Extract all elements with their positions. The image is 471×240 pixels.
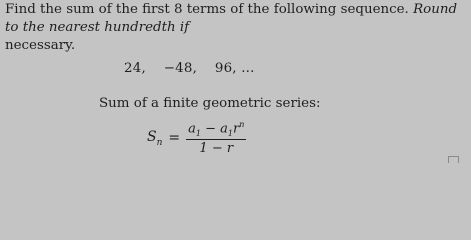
numerator-exponent: n — [239, 120, 245, 130]
problem-statement — [5, 1, 465, 55]
numerator-a1: a — [188, 121, 196, 137]
lhs-symbol: S — [147, 128, 157, 145]
formula-numerator — [186, 120, 246, 139]
rounding-note: Round to the nearest hundredth if — [5, 2, 458, 35]
equals-sign: = — [168, 130, 181, 146]
numerator-a1r: a — [220, 121, 228, 137]
numerator-a1r-sub: 1 — [227, 128, 234, 138]
numerator-r: r — [233, 121, 240, 137]
formula-denominator: 1 − r — [199, 140, 234, 156]
formula-lhs — [147, 129, 162, 148]
lhs-subscript: n — [156, 137, 163, 148]
formula-fraction — [186, 120, 246, 156]
sequence-terms: 24, −48, 96, ... — [124, 61, 255, 76]
formula-title: Sum of a finite geometric series: — [99, 96, 321, 111]
geometric-sum-formula — [147, 114, 246, 162]
continuation-text: necessary. — [5, 38, 76, 53]
expand-icon[interactable] — [448, 156, 459, 163]
numerator-minus: − — [200, 121, 221, 137]
numerator-a1-sub: 1 — [195, 128, 201, 138]
instruction-text: Find the sum of the first 8 terms of the following sequence. — [5, 2, 409, 17]
